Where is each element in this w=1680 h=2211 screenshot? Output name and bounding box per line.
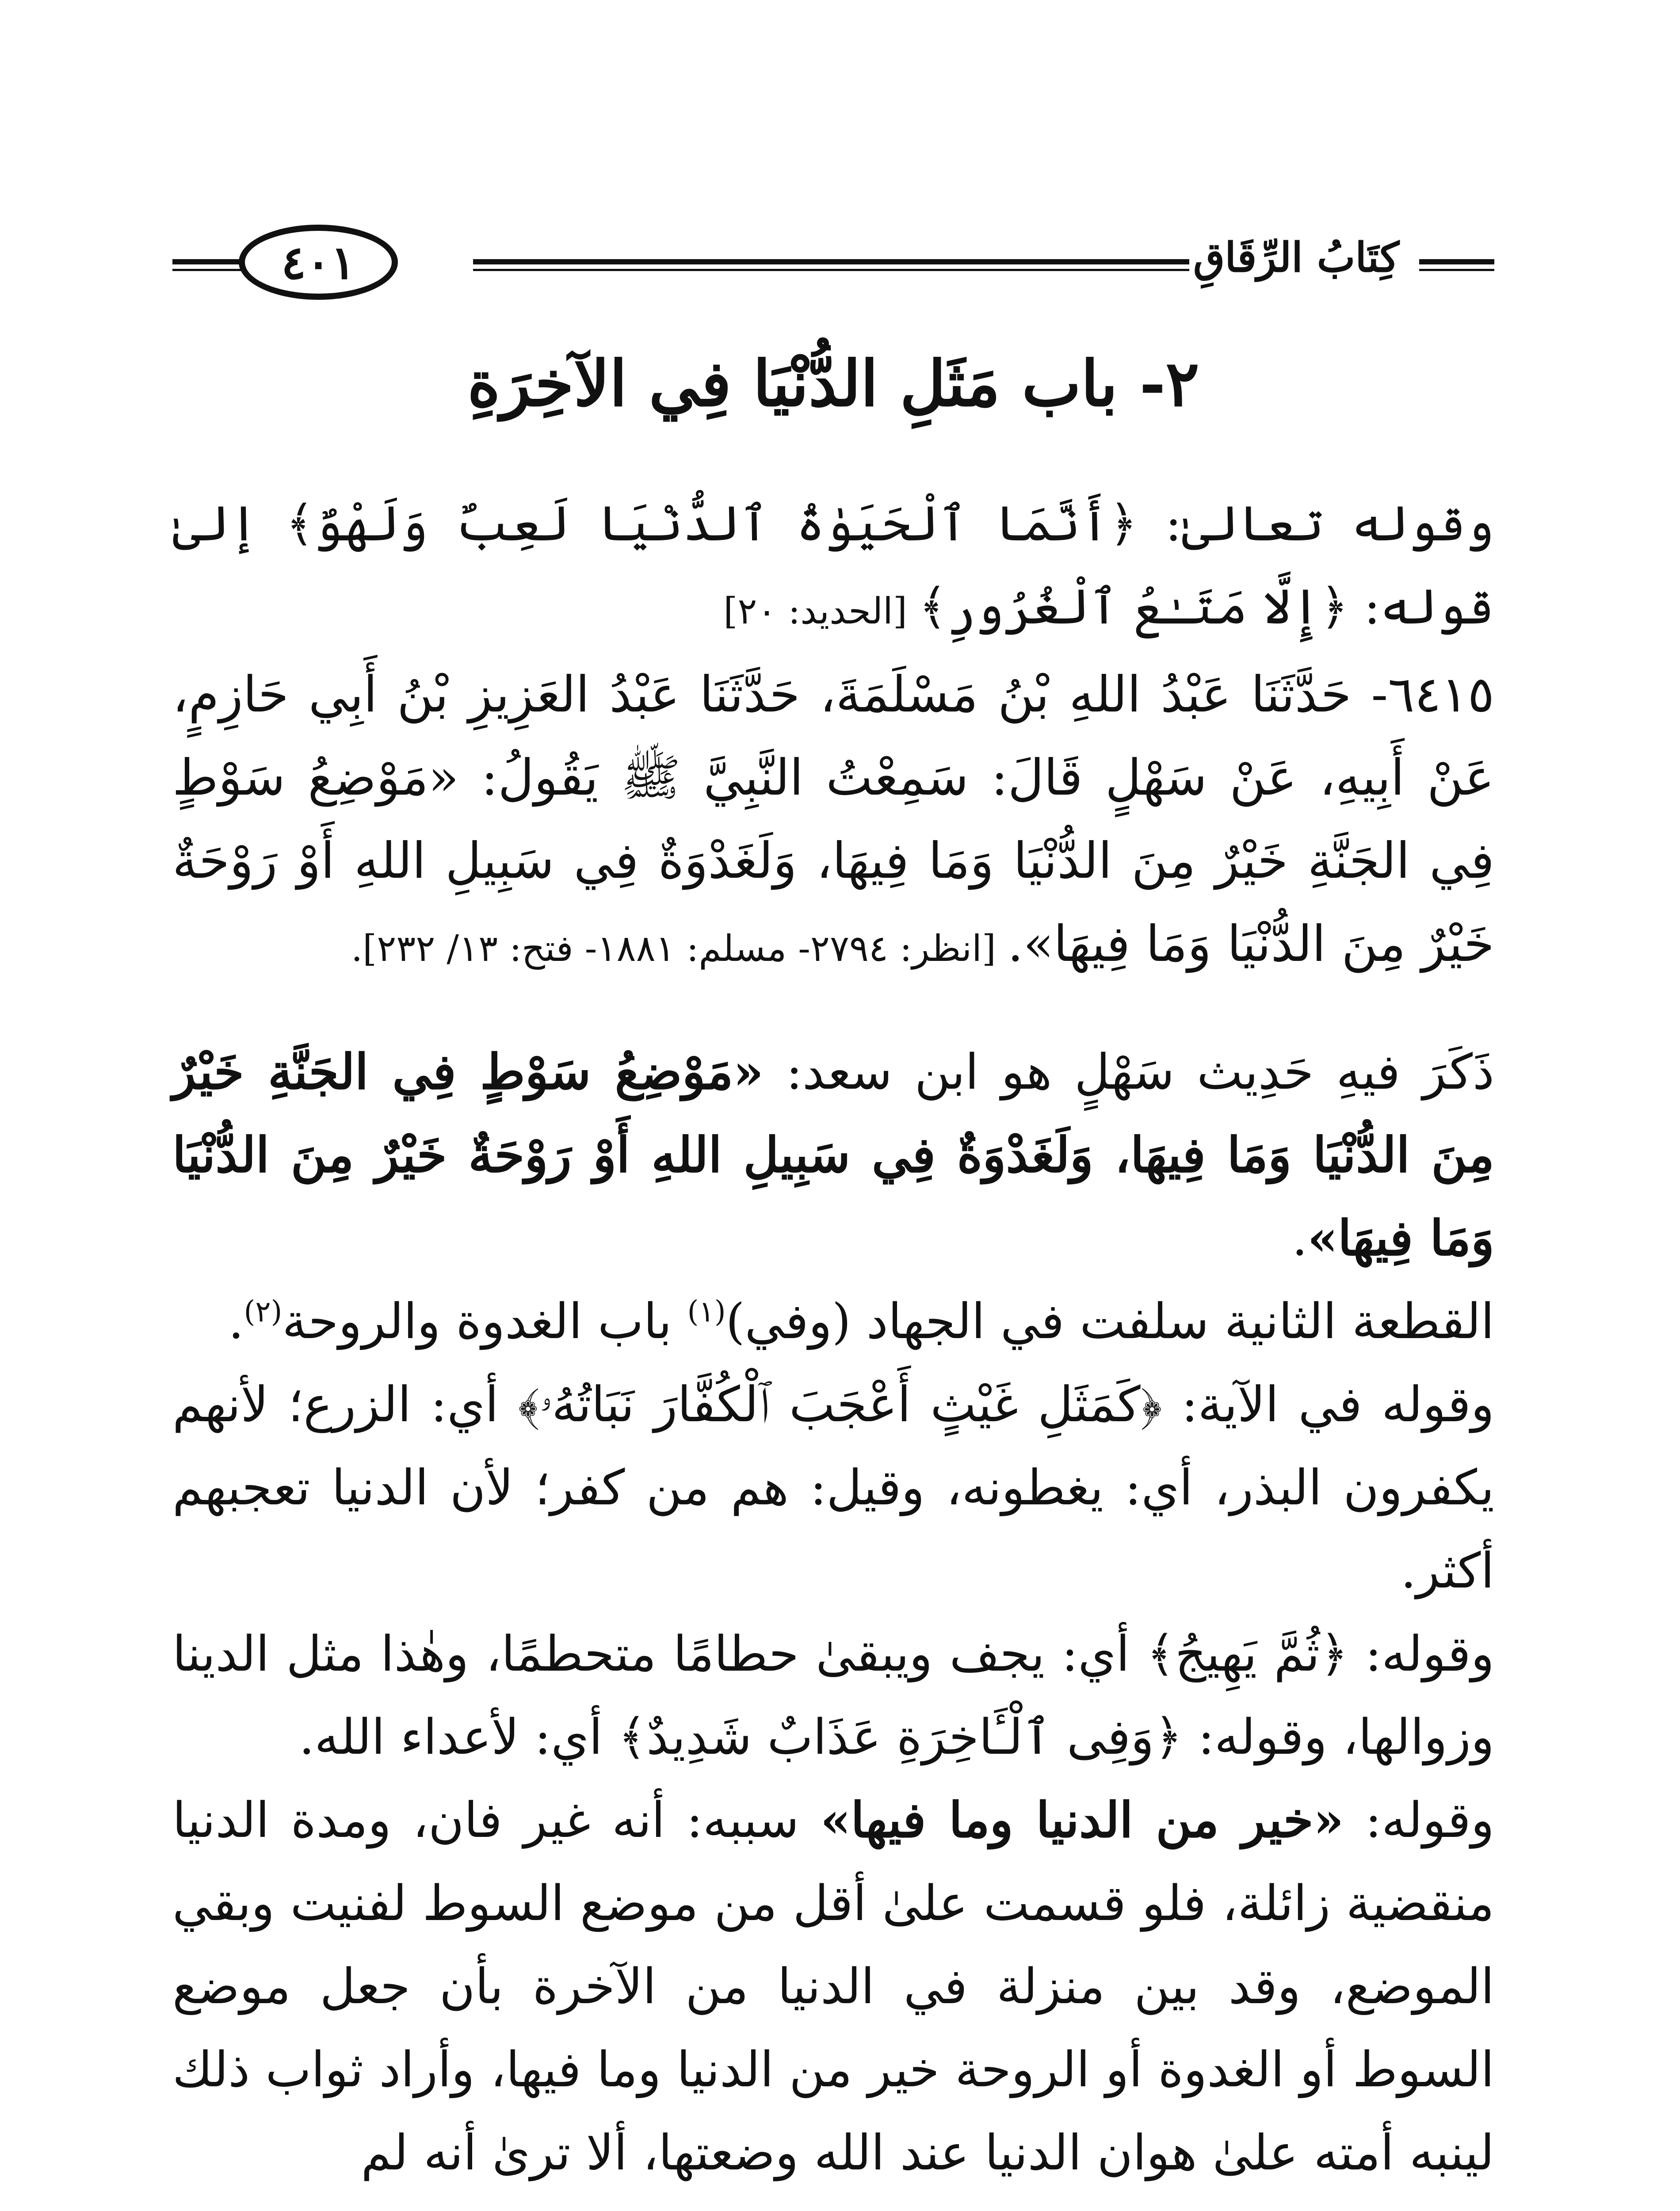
footnote-marker[interactable]: (١) <box>687 1294 726 1329</box>
quran-verse: ﴿ثُمَّ يَهِيجُ﴾ <box>1146 1626 1348 1682</box>
section-gap <box>172 991 1494 1030</box>
running-title: كِتَابُ الرِّقَاقِ <box>1193 233 1399 281</box>
text-run: وقوله تعالىٰ: <box>1137 495 1494 552</box>
page-number: ٤٠١ <box>281 235 355 290</box>
hadith-text: ٦٤١٥- حَدَّثَنَا عَبْدُ اللهِ بْنُ مَسْلَمَةَ، حَدَّثَنَا عَبْدُ العَزِيزِ بْنُ أَبِي حَازِمٍ، عَنْ أَبِيهِ، عَنْ سَهْلٍ قَالَ: سَمِعْتُ النَّبِيَّ ﷺ يَقُولُ: «مَوْضِعُ سَوْطٍ فِي الجَنَّةِ خَيْرٌ مِنَ الدُّنْيَا وَمَا فِيهَا، وَلَغَدْوَةٌ فِي سَبِيلِ اللهِ أَوْ رَوْحَةٌ خَيْرٌ مِنَ الدُّنْيَا وَمَا فِيهَا». <box>172 666 1495 973</box>
text-run: باب الغدوة والروحة <box>282 1293 687 1350</box>
text-run: أي: الزرع؛ لأنهم يكفرون البذر، أي: يغطونه، وقيل: هم من كفر؛ لأن الدنيا تعجبهم أكثر. <box>172 1376 1494 1599</box>
book-page <box>172 0 1494 2211</box>
text-run: وقوله في الآية: <box>1162 1376 1494 1433</box>
main-text <box>172 482 1494 2194</box>
quran-verse: ﴿إِلَّا مَتَـٰعُ ٱلْغُرُورِ﴾ <box>918 578 1349 635</box>
quran-verse: ﴿أَنَّمَا ٱلْحَيَوٰةُ ٱلدُّنْيَا لَعِبٌ وَلَهْوٌ﴾ <box>286 495 1138 552</box>
text-run: وقوله: <box>1348 1626 1494 1682</box>
text-run: سببه: أنه غير فان، ومدة الدنيا منقضية زائلة، فلو قسمت علىٰ أقل من موضع السوط لفنيت وبقي الموضع، وقد بين منزلة في الدنيا من الآخرة بأن جعل موضع السوط أو الغدوة أو الروحة خير من الدنيا وما فيها، وأراد ثواب ذلك لينبه أمته علىٰ هوان الدنيا عند الله وضعتها، ألا ترىٰ أنه لم <box>172 1792 1494 2181</box>
text-run: . <box>1292 1210 1308 1266</box>
text-run: القطعة الثانية سلفت في الجهاد (وفي) <box>725 1293 1494 1350</box>
paragraph-commentary-3 <box>172 1363 1494 1612</box>
text-run: ذَكَرَ فيهِ حَدِيث سَهْلٍ هو ابن سعد: <box>764 1044 1494 1100</box>
running-header <box>172 217 1494 314</box>
text-run: أي: لأعداء الله. <box>299 1709 618 1765</box>
hadith-quote: «مَوْضِعُ سَوْطٍ فِي الجَنَّةِ خَيْرٌ مِنَ الدُّنْيَا وَمَا فِيهَا، وَلَغَدْوَةٌ فِي سَبِيلِ اللهِ أَوْ رَوْحَةٌ خَيْرٌ مِنَ الدُّنْيَا وَمَا فِيهَا» <box>172 1043 1494 1266</box>
footnote-marker[interactable]: (٢) <box>244 1294 283 1329</box>
chapter-heading: ٢- باب مَثَلِ الدُّنْيَا فِي الآخِرَةِ <box>467 347 1199 421</box>
text-run: . <box>228 1293 244 1350</box>
quran-verse: ﴿وَفِى ٱلْـَٔاخِرَةِ عَذَابٌ شَدِيدٌ﴾ <box>618 1709 1183 1765</box>
paragraph-verse-intro <box>172 482 1494 653</box>
hadith-quote: «خير من الدنيا وما فيها» <box>820 1791 1344 1848</box>
quran-verse: ﴿كَمَثَلِ غَيْثٍ أَعْجَبَ ٱلْكُفَّارَ نَبَاتُهُۥ﴾ <box>518 1376 1162 1433</box>
header-rule-right <box>1419 259 1494 271</box>
verse-reference: [الحديد: ٢٠] <box>723 590 919 632</box>
text-run: إلىٰ قوله: <box>172 495 1494 635</box>
text-run: وقوله: <box>1344 1792 1494 1848</box>
hadith-reference: [انظر: ٢٧٩٤- مسلم: ١٨٨١- فتح: ١٣/ ٢٣٢]. <box>351 928 1008 970</box>
paragraph-commentary-2 <box>172 1280 1494 1363</box>
paragraph-commentary-4 <box>172 1612 1494 1779</box>
paragraph-commentary-1 <box>172 1030 1494 1280</box>
header-rule-middle <box>473 259 1189 271</box>
text-run: أي: يجف ويبقىٰ حطامًا متحطمًا، وهٰذا مثل الدينا وزوالها، وقوله: <box>172 1626 1494 1765</box>
paragraph-hadith <box>172 653 1494 991</box>
paragraph-commentary-5 <box>172 1779 1494 2194</box>
page-number-oval <box>239 225 398 300</box>
